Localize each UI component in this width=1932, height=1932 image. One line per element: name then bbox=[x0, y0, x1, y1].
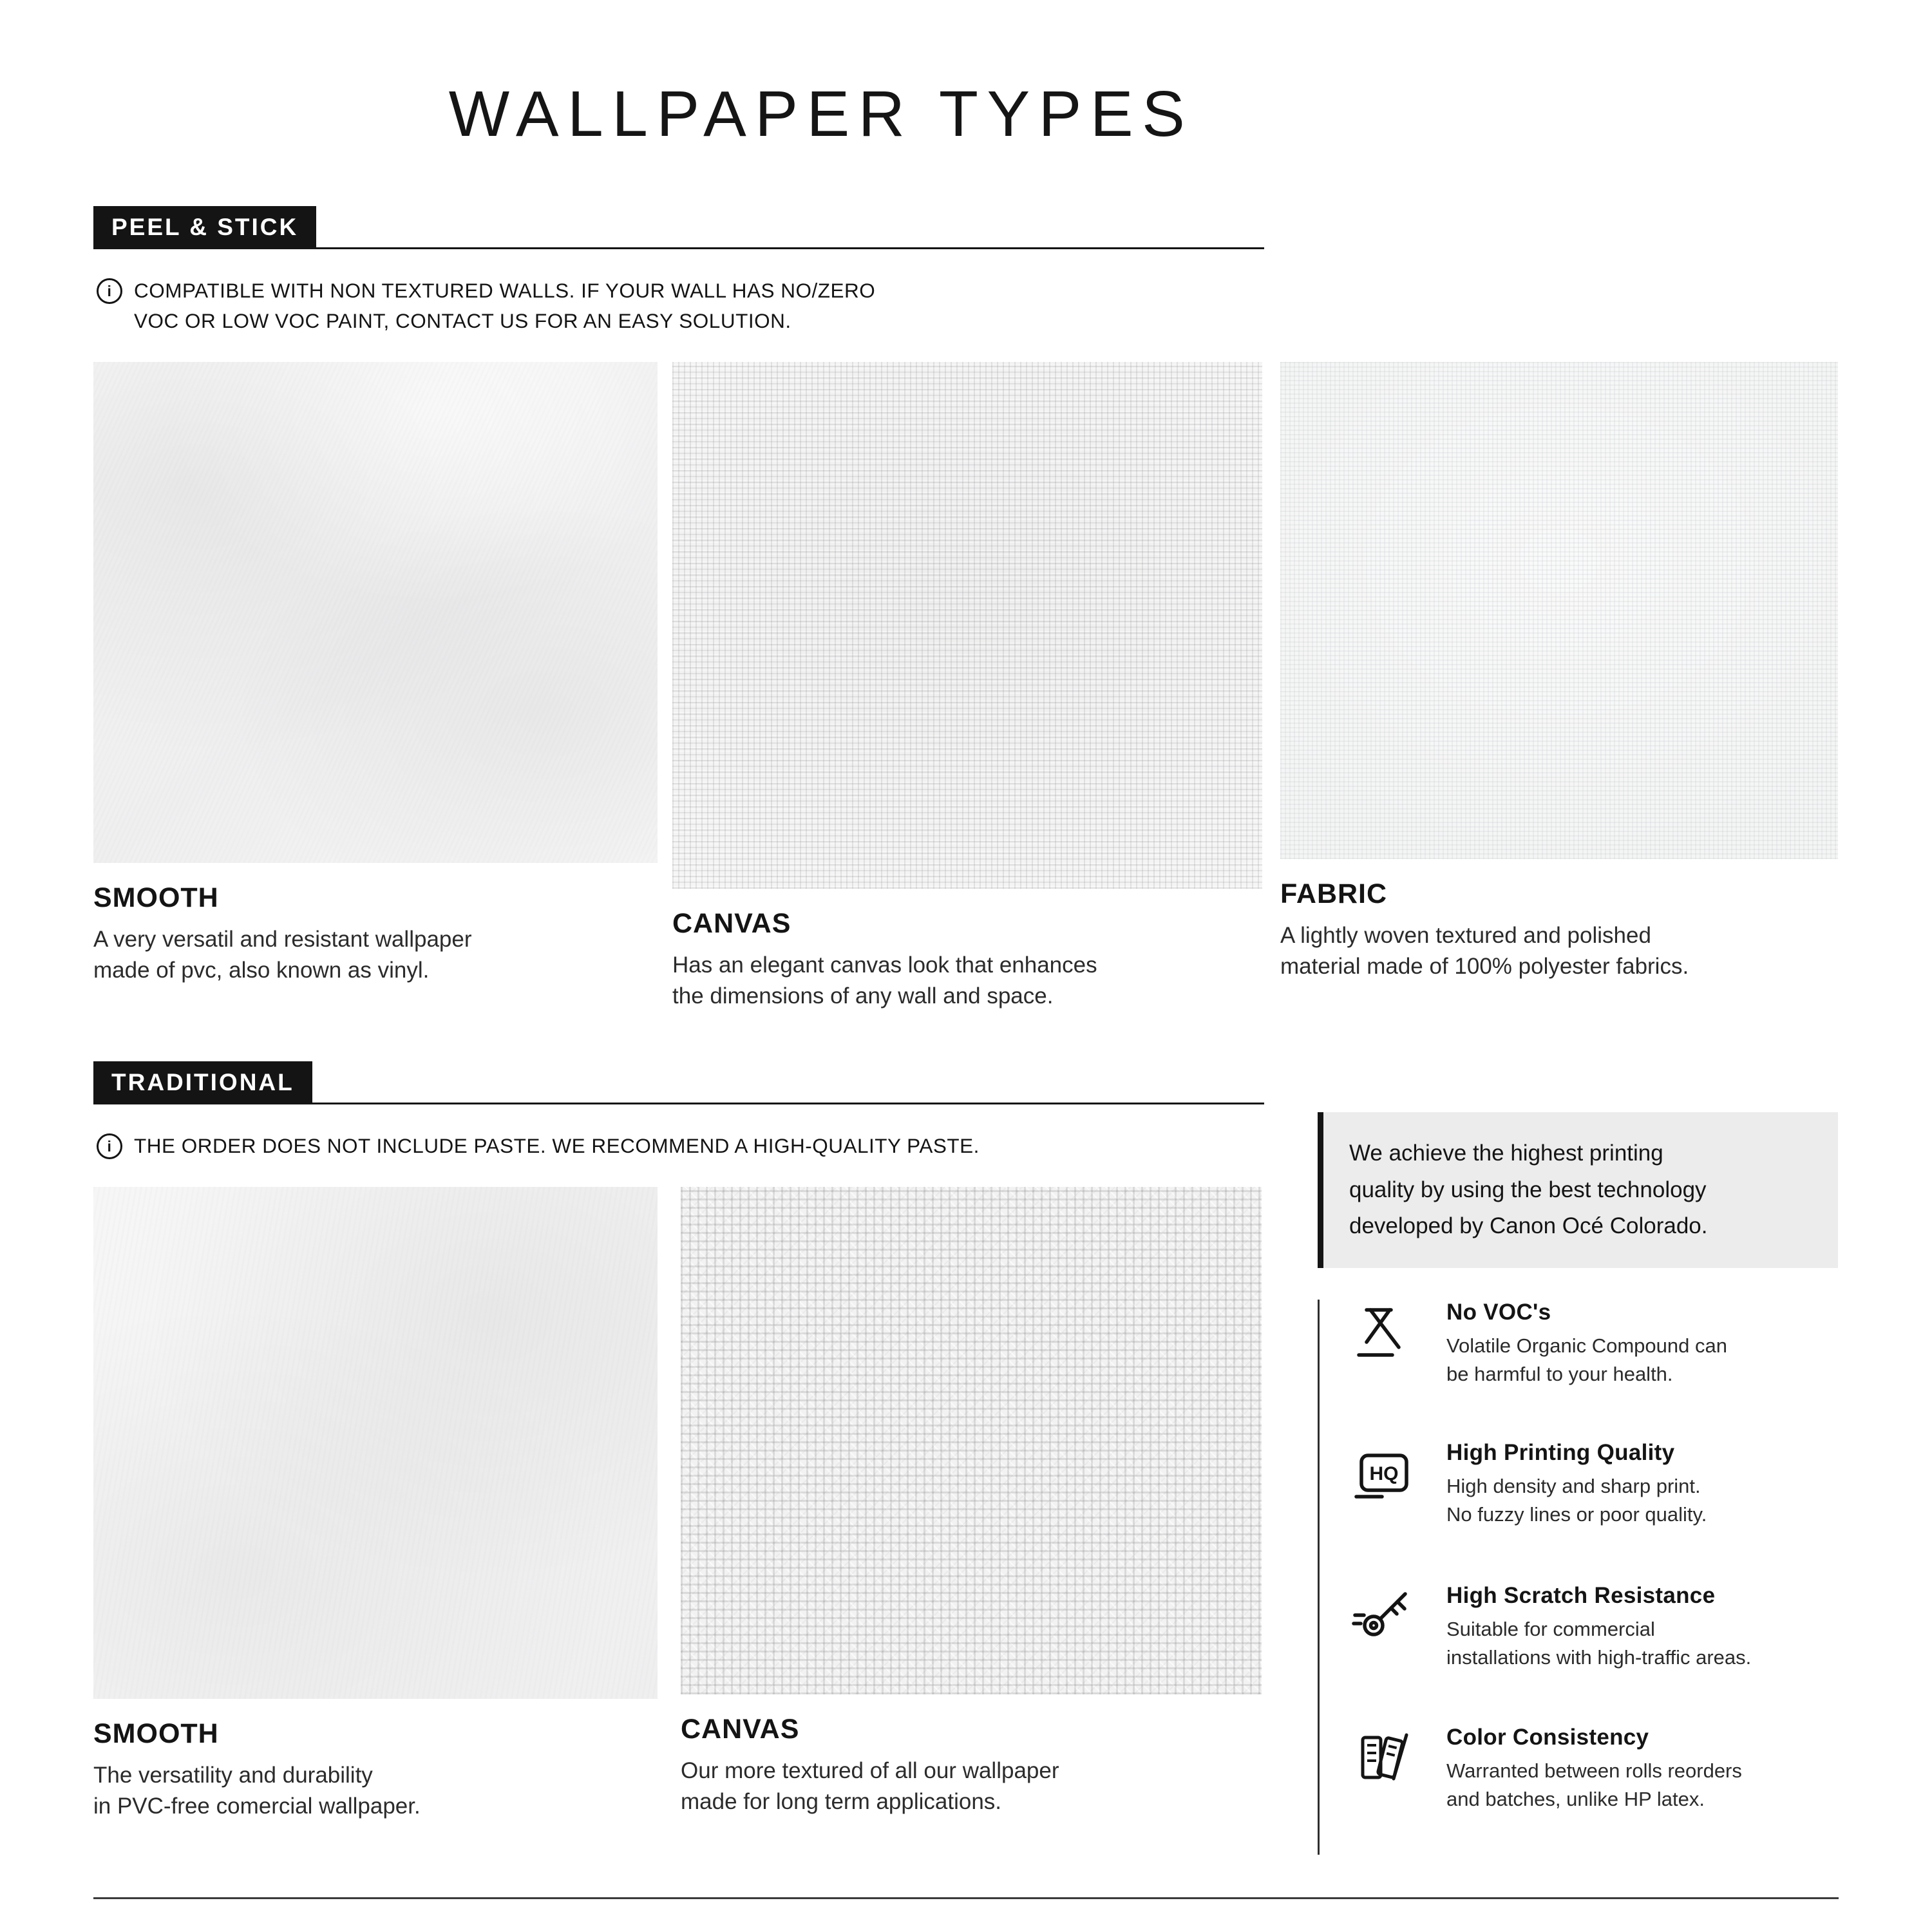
svg-text:HQ: HQ bbox=[1369, 1463, 1399, 1484]
feature-description bbox=[1446, 1757, 1742, 1814]
feature-color-consistency bbox=[1351, 1725, 1853, 1814]
feature-description bbox=[1446, 1472, 1707, 1529]
features-divider-line bbox=[1318, 1300, 1320, 1855]
swatch-image-smooth bbox=[93, 1187, 658, 1699]
color-swatch-icon bbox=[1351, 1725, 1416, 1789]
traditional-note-text bbox=[134, 1131, 980, 1161]
feature-desc-line: Volatile Organic Compound can bbox=[1446, 1334, 1727, 1357]
swatch-image-fabric bbox=[1280, 362, 1838, 859]
swatch-description bbox=[672, 950, 1262, 1012]
note-line: THE ORDER DOES NOT INCLUDE PASTE. WE RECOMMEND A HIGH-QUALITY PASTE. bbox=[134, 1134, 980, 1157]
hq-icon bbox=[1351, 1440, 1416, 1504]
feature-title: High Scratch Resistance bbox=[1446, 1583, 1716, 1608]
swatch-desc-line: in PVC-free comercial wallpaper. bbox=[93, 1794, 421, 1819]
note-line: VOC OR LOW VOC PAINT, CONTACT US FOR AN EASY SOLUTION. bbox=[134, 309, 791, 333]
swatch-description bbox=[1280, 920, 1838, 983]
swatch-desc-line: A lightly woven textured and polished bbox=[1280, 923, 1651, 948]
feature-high-scratch-resistance bbox=[1351, 1583, 1853, 1672]
feature-text bbox=[1446, 1300, 1727, 1388]
feature-desc-line: and batches, unlike HP latex. bbox=[1446, 1788, 1705, 1811]
feature-desc-line: High density and sharp print. bbox=[1446, 1475, 1701, 1497]
swatch-desc-line: made of pvc, also known as vinyl. bbox=[93, 958, 430, 983]
swatch-description bbox=[93, 1760, 658, 1823]
quality-note-line: We achieve the highest printing bbox=[1349, 1141, 1663, 1166]
section-label-peel-stick: PEEL & STICK bbox=[93, 206, 316, 247]
feature-high-printing-quality bbox=[1351, 1440, 1853, 1529]
swatch-desc-line: material made of 100% polyester fabrics. bbox=[1280, 954, 1689, 980]
info-icon bbox=[97, 1133, 122, 1159]
swatch-name: CANVAS bbox=[672, 908, 791, 939]
feature-text bbox=[1446, 1583, 1751, 1672]
section-header-traditional bbox=[93, 1061, 1264, 1104]
peel-stick-note bbox=[97, 276, 875, 337]
swatch-desc-line: Our more textured of all our wallpaper bbox=[681, 1758, 1059, 1783]
section-header-peel-stick bbox=[93, 206, 1264, 249]
swatch-card-peel-canvas bbox=[672, 362, 1262, 1012]
swatch-image-canvas bbox=[672, 362, 1262, 889]
feature-desc-line: No fuzzy lines or poor quality. bbox=[1446, 1503, 1707, 1526]
swatch-name: SMOOTH bbox=[93, 882, 219, 913]
swatch-card-traditional-canvas bbox=[681, 1187, 1262, 1818]
swatch-image-smooth bbox=[93, 362, 658, 863]
swatch-desc-line: made for long term applications. bbox=[681, 1789, 1002, 1815]
swatch-desc-line: Has an elegant canvas look that enhances bbox=[672, 952, 1097, 978]
quality-note-box bbox=[1318, 1112, 1838, 1268]
feature-no-voc bbox=[1351, 1300, 1853, 1388]
swatch-name: FABRIC bbox=[1280, 878, 1388, 909]
feature-desc-line: installations with high-traffic areas. bbox=[1446, 1646, 1752, 1669]
quality-note-line: quality by using the best technology bbox=[1349, 1177, 1707, 1202]
swatch-desc-line: The versatility and durability bbox=[93, 1763, 373, 1788]
bottom-divider-line bbox=[93, 1897, 1839, 1899]
feature-desc-line: be harmful to your health. bbox=[1446, 1363, 1673, 1386]
feature-description bbox=[1446, 1615, 1751, 1672]
key-icon bbox=[1351, 1583, 1416, 1647]
page-title: WALLPAPER TYPES bbox=[448, 78, 1194, 150]
swatch-desc-line: the dimensions of any wall and space. bbox=[672, 983, 1054, 1009]
note-line: COMPATIBLE WITH NON TEXTURED WALLS. IF YOUR WALL HAS NO/ZERO bbox=[134, 279, 876, 302]
feature-desc-line: Suitable for commercial bbox=[1446, 1618, 1655, 1640]
peel-stick-note-text bbox=[134, 276, 875, 337]
info-icon bbox=[97, 278, 122, 304]
swatch-card-traditional-smooth bbox=[93, 1187, 658, 1823]
swatch-description bbox=[93, 924, 658, 987]
swatch-name: CANVAS bbox=[681, 1714, 800, 1745]
feature-title: High Printing Quality bbox=[1446, 1440, 1675, 1465]
swatch-card-peel-fabric bbox=[1280, 362, 1838, 983]
no-voc-icon bbox=[1351, 1300, 1416, 1364]
swatch-card-peel-smooth bbox=[93, 362, 658, 987]
swatch-description bbox=[681, 1756, 1262, 1818]
feature-description bbox=[1446, 1332, 1727, 1388]
swatch-name: SMOOTH bbox=[93, 1718, 219, 1749]
swatch-image-canvas bbox=[681, 1187, 1262, 1694]
feature-text bbox=[1446, 1725, 1742, 1814]
quality-note-line: developed by Canon Océ Colorado. bbox=[1349, 1213, 1708, 1239]
feature-title: No VOC's bbox=[1446, 1300, 1551, 1325]
feature-title: Color Consistency bbox=[1446, 1725, 1649, 1750]
traditional-note bbox=[97, 1131, 980, 1161]
section-label-traditional: TRADITIONAL bbox=[93, 1061, 312, 1103]
swatch-desc-line: A very versatil and resistant wallpaper bbox=[93, 927, 472, 952]
feature-text bbox=[1446, 1440, 1707, 1529]
feature-desc-line: Warranted between rolls reorders bbox=[1446, 1759, 1742, 1782]
